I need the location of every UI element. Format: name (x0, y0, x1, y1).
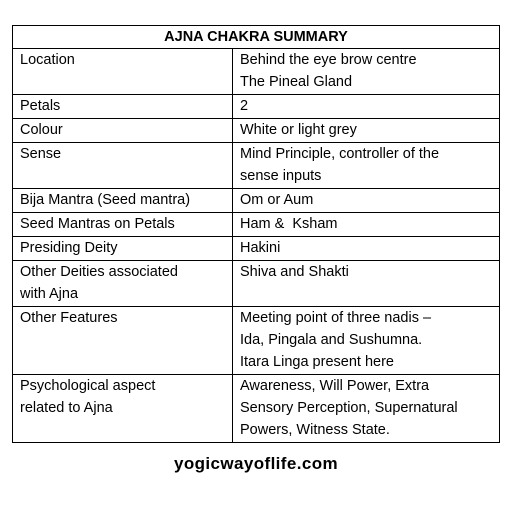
table-row (13, 307, 500, 375)
value-line: Shiva and Shakti (240, 264, 349, 280)
value-line: Om or Aum (240, 192, 314, 208)
table-row (13, 119, 500, 143)
value-line: Ida, Pingala and Sushumna. (240, 332, 423, 348)
value-line: Hakini (240, 240, 281, 256)
table-row (13, 95, 500, 119)
row-value (233, 189, 500, 213)
value-line: Itara Linga present here (240, 354, 394, 370)
label-line: Other Features (20, 310, 118, 326)
value-line: Powers, Witness State. (240, 422, 390, 438)
table-row (13, 49, 500, 95)
table-row (13, 375, 500, 443)
row-value (233, 95, 500, 119)
row-label (13, 307, 233, 375)
table-row (13, 143, 500, 189)
row-label (13, 189, 233, 213)
value-line: Awareness, Will Power, Extra (240, 378, 430, 394)
label-line: Presiding Deity (20, 240, 118, 256)
row-value (233, 49, 500, 95)
row-value (233, 307, 500, 375)
value-line: The Pineal Gland (240, 74, 353, 90)
row-label (13, 143, 233, 189)
table-row (13, 189, 500, 213)
row-value (233, 261, 500, 307)
row-label (13, 213, 233, 237)
footer-website-url: yogicwayoflife.com (173, 454, 339, 473)
label-line: Psychological aspect (20, 378, 156, 394)
table-title-row (13, 26, 500, 49)
value-line: 2 (240, 98, 249, 114)
value-line: Meeting point of three nadis – (240, 310, 432, 326)
table-title: AJNA CHAKRA SUMMARY (13, 26, 500, 49)
value-line: Mind Principle, controller of the (240, 146, 440, 162)
row-value (233, 375, 500, 443)
label-line: Sense (20, 146, 62, 162)
row-label (13, 375, 233, 443)
value-line: White or light grey (240, 122, 357, 138)
value-line: sense inputs (240, 168, 322, 184)
value-line: Behind the eye brow centre (240, 52, 417, 68)
row-label (13, 95, 233, 119)
row-label (13, 119, 233, 143)
label-line: Colour (20, 122, 63, 138)
row-value (233, 143, 500, 189)
value-line: Sensory Perception, Supernatural (240, 400, 458, 416)
ajna-summary-table (12, 25, 500, 443)
label-line: Petals (20, 98, 61, 114)
label-line: Seed Mantras on Petals (20, 216, 175, 232)
row-value (233, 213, 500, 237)
row-value (233, 237, 500, 261)
row-label (13, 261, 233, 307)
table-row (13, 261, 500, 307)
label-line: Bija Mantra (Seed mantra) (20, 192, 191, 208)
label-line: Location (20, 52, 75, 68)
label-line: Other Deities associated (20, 264, 178, 280)
row-value (233, 119, 500, 143)
table-row (13, 237, 500, 261)
label-line: related to Ajna (20, 400, 113, 416)
row-label (13, 237, 233, 261)
table-row (13, 213, 500, 237)
value-line: Ham & Ksham (240, 216, 338, 232)
row-label (13, 49, 233, 95)
label-line: with Ajna (20, 286, 79, 302)
